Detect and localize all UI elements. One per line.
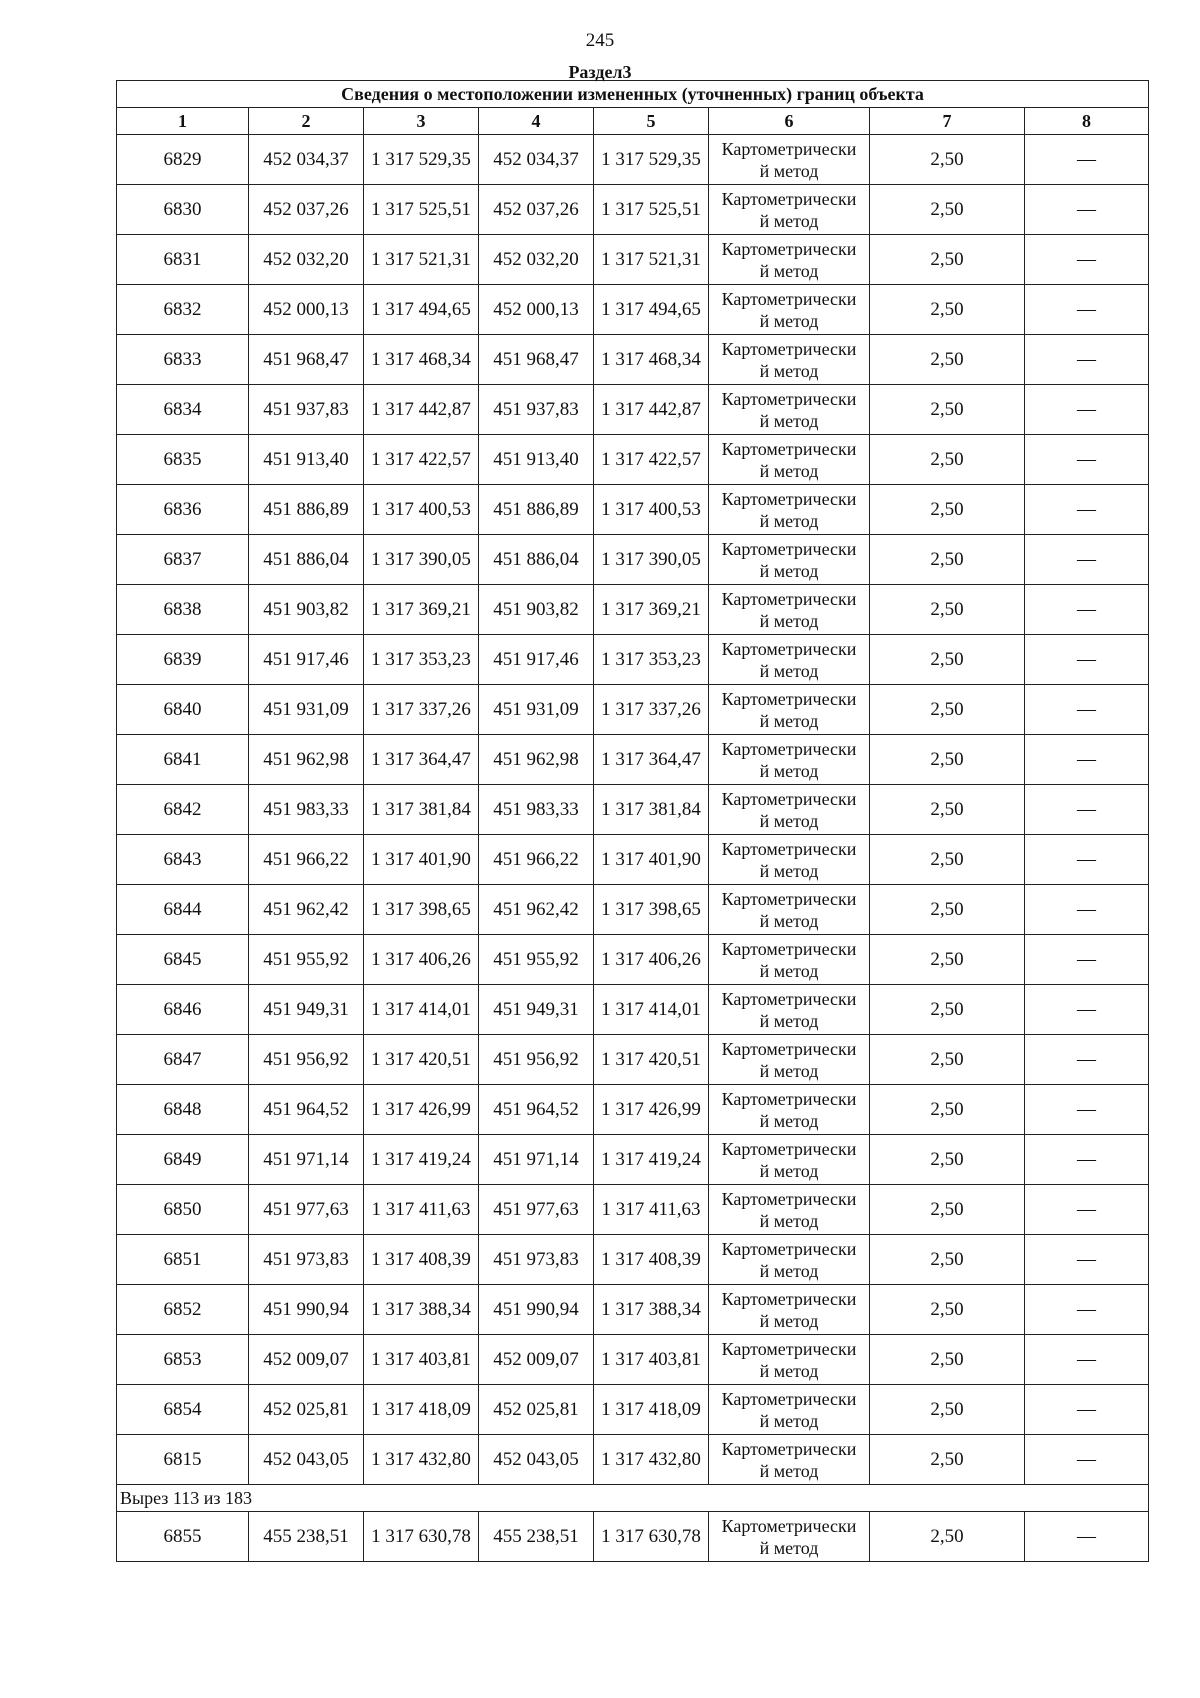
accuracy-cell: 2,50 [870,985,1025,1035]
y-coordinate-new: 1 317 422,57 [594,435,709,485]
point-number: 6836 [117,485,249,535]
y-coordinate-new: 1 317 420,51 [594,1035,709,1085]
y-coordinate-old: 1 317 630,78 [364,1512,479,1562]
x-coordinate-new: 451 990,94 [479,1285,594,1335]
method-cell: Картометрически й метод [709,435,870,485]
accuracy-cell: 2,50 [870,535,1025,585]
x-coordinate-new: 451 949,31 [479,985,594,1035]
page-number: 245 [585,30,615,51]
table-row [117,235,1149,285]
method-cell: Картометрически й метод [709,385,870,435]
x-coordinate-new: 455 238,51 [479,1512,594,1562]
note-cell: — [1025,185,1149,235]
note-cell: — [1025,985,1149,1035]
point-number: 6831 [117,235,249,285]
y-coordinate-new: 1 317 353,23 [594,635,709,685]
table-row [117,885,1149,935]
accuracy-cell: 2,50 [870,385,1025,435]
y-coordinate-new: 1 317 406,26 [594,935,709,985]
accuracy-cell: 2,50 [870,235,1025,285]
column-number: 8 [1025,108,1149,135]
note-cell: — [1025,1185,1149,1235]
y-coordinate-old: 1 317 388,34 [364,1285,479,1335]
table-row [117,1285,1149,1335]
point-number: 6838 [117,585,249,635]
method-cell: Картометрически й метод [709,1185,870,1235]
method-cell: Картометрически й метод [709,1335,870,1385]
table-row [117,1435,1149,1485]
point-number: 6835 [117,435,249,485]
point-number: 6833 [117,335,249,385]
point-number: 6844 [117,885,249,935]
note-cell: — [1025,1235,1149,1285]
column-number: 1 [117,108,249,135]
column-number: 7 [870,108,1025,135]
point-number: 6841 [117,735,249,785]
x-coordinate-old: 451 966,22 [249,835,364,885]
table-row [117,1335,1149,1385]
point-number: 6851 [117,1235,249,1285]
y-coordinate-new: 1 317 401,90 [594,835,709,885]
method-cell: Картометрически й метод [709,1035,870,1085]
x-coordinate-new: 451 903,82 [479,585,594,635]
x-coordinate-old: 451 962,98 [249,735,364,785]
table-heading-row [117,81,1149,108]
y-coordinate-old: 1 317 418,09 [364,1385,479,1435]
y-coordinate-old: 1 317 411,63 [364,1185,479,1235]
note-cell: — [1025,1435,1149,1485]
y-coordinate-new: 1 317 381,84 [594,785,709,835]
method-cell: Картометрически й метод [709,835,870,885]
accuracy-cell: 2,50 [870,635,1025,685]
method-cell: Картометрически й метод [709,885,870,935]
x-coordinate-old: 451 964,52 [249,1085,364,1135]
accuracy-cell: 2,50 [870,1135,1025,1185]
note-cell: — [1025,585,1149,635]
x-coordinate-old: 451 886,04 [249,535,364,585]
method-cell: Картометрически й метод [709,285,870,335]
table-row [117,1185,1149,1235]
y-coordinate-new: 1 317 521,31 [594,235,709,285]
x-coordinate-new: 451 971,14 [479,1135,594,1185]
point-number: 6840 [117,685,249,735]
method-cell: Картометрически й метод [709,635,870,685]
y-coordinate-old: 1 317 525,51 [364,185,479,235]
note-cell: — [1025,835,1149,885]
table-row [117,535,1149,585]
table-row [117,685,1149,735]
x-coordinate-new: 451 886,89 [479,485,594,535]
accuracy-cell: 2,50 [870,1385,1025,1435]
x-coordinate-old: 455 238,51 [249,1512,364,1562]
x-coordinate-new: 451 955,92 [479,935,594,985]
x-coordinate-old: 452 000,13 [249,285,364,335]
accuracy-cell: 2,50 [870,935,1025,985]
cut-row [117,1485,1149,1512]
x-coordinate-new: 451 962,42 [479,885,594,935]
x-coordinate-old: 451 917,46 [249,635,364,685]
method-cell: Картометрически й метод [709,485,870,535]
column-number: 4 [479,108,594,135]
y-coordinate-old: 1 317 398,65 [364,885,479,935]
table-row [117,135,1149,185]
accuracy-cell: 2,50 [870,1512,1025,1562]
table-row [117,835,1149,885]
x-coordinate-old: 452 025,81 [249,1385,364,1435]
note-cell: — [1025,485,1149,535]
note-cell: — [1025,635,1149,685]
y-coordinate-new: 1 317 369,21 [594,585,709,635]
x-coordinate-new: 452 025,81 [479,1385,594,1435]
y-coordinate-old: 1 317 337,26 [364,685,479,735]
y-coordinate-old: 1 317 521,31 [364,235,479,285]
accuracy-cell: 2,50 [870,1035,1025,1085]
x-coordinate-old: 451 949,31 [249,985,364,1035]
table-row [117,1035,1149,1085]
point-number: 6837 [117,535,249,585]
note-cell: — [1025,135,1149,185]
x-coordinate-old: 452 032,20 [249,235,364,285]
x-coordinate-new: 451 931,09 [479,685,594,735]
x-coordinate-new: 451 966,22 [479,835,594,885]
note-cell: — [1025,785,1149,835]
accuracy-cell: 2,50 [870,1285,1025,1335]
table-row [117,485,1149,535]
accuracy-cell: 2,50 [870,135,1025,185]
point-number: 6842 [117,785,249,835]
y-coordinate-new: 1 317 400,53 [594,485,709,535]
x-coordinate-new: 451 886,04 [479,535,594,585]
table-row [117,335,1149,385]
table-row [117,935,1149,985]
y-coordinate-old: 1 317 419,24 [364,1135,479,1185]
method-cell: Картометрически й метод [709,1435,870,1485]
point-number: 6847 [117,1035,249,1085]
x-coordinate-new: 451 973,83 [479,1235,594,1285]
column-number: 5 [594,108,709,135]
x-coordinate-new: 452 032,20 [479,235,594,285]
x-coordinate-old: 451 937,83 [249,385,364,435]
y-coordinate-new: 1 317 432,80 [594,1435,709,1485]
table-heading: Сведения о местоположении измененных (уточненных) границ объекта [117,81,1149,108]
note-cell: — [1025,385,1149,435]
method-cell: Картометрически й метод [709,1285,870,1335]
x-coordinate-old: 451 977,63 [249,1185,364,1235]
point-number: 6846 [117,985,249,1035]
y-coordinate-old: 1 317 442,87 [364,385,479,435]
method-cell: Картометрически й метод [709,235,870,285]
x-coordinate-old: 451 990,94 [249,1285,364,1335]
x-coordinate-new: 451 917,46 [479,635,594,685]
table-row [117,985,1149,1035]
y-coordinate-old: 1 317 403,81 [364,1335,479,1385]
y-coordinate-old: 1 317 426,99 [364,1085,479,1135]
point-number: 6843 [117,835,249,885]
section-title: Раздел3 [568,62,632,82]
column-number: 3 [364,108,479,135]
table-row [117,185,1149,235]
y-coordinate-new: 1 317 418,09 [594,1385,709,1435]
x-coordinate-old: 452 043,05 [249,1435,364,1485]
x-coordinate-new: 451 956,92 [479,1035,594,1085]
method-cell: Картометрически й метод [709,685,870,735]
x-coordinate-old: 452 034,37 [249,135,364,185]
coordinates-table [116,80,1149,1562]
note-cell: — [1025,885,1149,935]
note-cell: — [1025,1512,1149,1562]
y-coordinate-new: 1 317 388,34 [594,1285,709,1335]
method-cell: Картометрически й метод [709,185,870,235]
y-coordinate-new: 1 317 390,05 [594,535,709,585]
point-number: 6848 [117,1085,249,1135]
point-number: 6850 [117,1185,249,1235]
y-coordinate-new: 1 317 630,78 [594,1512,709,1562]
y-coordinate-new: 1 317 337,26 [594,685,709,735]
accuracy-cell: 2,50 [870,785,1025,835]
point-number: 6839 [117,635,249,685]
x-coordinate-new: 451 977,63 [479,1185,594,1235]
table-row [117,635,1149,685]
table-row [117,1135,1149,1185]
y-coordinate-old: 1 317 401,90 [364,835,479,885]
accuracy-cell: 2,50 [870,685,1025,735]
y-coordinate-new: 1 317 419,24 [594,1135,709,1185]
note-cell: — [1025,235,1149,285]
y-coordinate-old: 1 317 353,23 [364,635,479,685]
table-row [117,385,1149,435]
y-coordinate-old: 1 317 414,01 [364,985,479,1035]
accuracy-cell: 2,50 [870,335,1025,385]
x-coordinate-old: 451 971,14 [249,1135,364,1185]
point-number: 6815 [117,1435,249,1485]
accuracy-cell: 2,50 [870,885,1025,935]
x-coordinate-new: 451 968,47 [479,335,594,385]
note-cell: — [1025,1085,1149,1135]
x-coordinate-old: 451 886,89 [249,485,364,535]
x-coordinate-old: 451 903,82 [249,585,364,635]
table-row [117,1085,1149,1135]
y-coordinate-old: 1 317 369,21 [364,585,479,635]
y-coordinate-old: 1 317 432,80 [364,1435,479,1485]
point-number: 6834 [117,385,249,435]
note-cell: — [1025,535,1149,585]
x-coordinate-new: 452 009,07 [479,1335,594,1385]
x-coordinate-old: 451 956,92 [249,1035,364,1085]
table-row [117,285,1149,335]
x-coordinate-new: 452 034,37 [479,135,594,185]
note-cell: — [1025,1285,1149,1335]
y-coordinate-new: 1 317 398,65 [594,885,709,935]
table-row [117,1235,1149,1285]
y-coordinate-new: 1 317 411,63 [594,1185,709,1235]
method-cell: Картометрически й метод [709,935,870,985]
y-coordinate-old: 1 317 422,57 [364,435,479,485]
accuracy-cell: 2,50 [870,835,1025,885]
method-cell: Картометрически й метод [709,1512,870,1562]
y-coordinate-old: 1 317 494,65 [364,285,479,335]
accuracy-cell: 2,50 [870,585,1025,635]
y-coordinate-old: 1 317 468,34 [364,335,479,385]
x-coordinate-new: 451 913,40 [479,435,594,485]
accuracy-cell: 2,50 [870,435,1025,485]
point-number: 6855 [117,1512,249,1562]
x-coordinate-old: 451 955,92 [249,935,364,985]
point-number: 6832 [117,285,249,335]
y-coordinate-new: 1 317 525,51 [594,185,709,235]
method-cell: Картометрически й метод [709,335,870,385]
note-cell: — [1025,1135,1149,1185]
accuracy-cell: 2,50 [870,1435,1025,1485]
accuracy-cell: 2,50 [870,1185,1025,1235]
y-coordinate-new: 1 317 494,65 [594,285,709,335]
table-row [117,785,1149,835]
point-number: 6845 [117,935,249,985]
point-number: 6853 [117,1335,249,1385]
note-cell: — [1025,435,1149,485]
point-number: 6830 [117,185,249,235]
accuracy-cell: 2,50 [870,1335,1025,1385]
method-cell: Картометрически й метод [709,785,870,835]
note-cell: — [1025,735,1149,785]
y-coordinate-new: 1 317 403,81 [594,1335,709,1385]
y-coordinate-new: 1 317 414,01 [594,985,709,1035]
note-cell: — [1025,935,1149,985]
point-number: 6829 [117,135,249,185]
y-coordinate-new: 1 317 426,99 [594,1085,709,1135]
point-number: 6849 [117,1135,249,1185]
y-coordinate-old: 1 317 400,53 [364,485,479,535]
y-coordinate-old: 1 317 381,84 [364,785,479,835]
accuracy-cell: 2,50 [870,285,1025,335]
y-coordinate-new: 1 317 408,39 [594,1235,709,1285]
y-coordinate-new: 1 317 468,34 [594,335,709,385]
point-number: 6852 [117,1285,249,1335]
table-row [117,1385,1149,1435]
method-cell: Картометрически й метод [709,1385,870,1435]
note-cell: — [1025,685,1149,735]
cut-label: Вырез 113 из 183 [117,1485,1149,1512]
x-coordinate-new: 451 962,98 [479,735,594,785]
table-row [117,735,1149,785]
note-cell: — [1025,285,1149,335]
x-coordinate-old: 451 913,40 [249,435,364,485]
x-coordinate-old: 451 931,09 [249,685,364,735]
column-number: 6 [709,108,870,135]
method-cell: Картометрически й метод [709,135,870,185]
method-cell: Картометрически й метод [709,1135,870,1185]
x-coordinate-new: 452 000,13 [479,285,594,335]
note-cell: — [1025,1335,1149,1385]
method-cell: Картометрически й метод [709,1085,870,1135]
table-row [117,435,1149,485]
method-cell: Картометрически й метод [709,1235,870,1285]
note-cell: — [1025,1035,1149,1085]
x-coordinate-new: 451 964,52 [479,1085,594,1135]
method-cell: Картометрически й метод [709,535,870,585]
x-coordinate-old: 451 983,33 [249,785,364,835]
method-cell: Картометрически й метод [709,585,870,635]
x-coordinate-new: 452 037,26 [479,185,594,235]
accuracy-cell: 2,50 [870,1085,1025,1135]
accuracy-cell: 2,50 [870,735,1025,785]
x-coordinate-old: 452 009,07 [249,1335,364,1385]
x-coordinate-new: 452 043,05 [479,1435,594,1485]
y-coordinate-new: 1 317 529,35 [594,135,709,185]
x-coordinate-old: 452 037,26 [249,185,364,235]
column-numbers-row [117,108,1149,135]
note-cell: — [1025,335,1149,385]
column-number: 2 [249,108,364,135]
accuracy-cell: 2,50 [870,185,1025,235]
y-coordinate-new: 1 317 364,47 [594,735,709,785]
x-coordinate-old: 451 973,83 [249,1235,364,1285]
y-coordinate-old: 1 317 390,05 [364,535,479,585]
y-coordinate-old: 1 317 529,35 [364,135,479,185]
accuracy-cell: 2,50 [870,485,1025,535]
table-row [117,585,1149,635]
method-cell: Картометрически й метод [709,735,870,785]
y-coordinate-old: 1 317 406,26 [364,935,479,985]
x-coordinate-old: 451 962,42 [249,885,364,935]
accuracy-cell: 2,50 [870,1235,1025,1285]
x-coordinate-new: 451 983,33 [479,785,594,835]
point-number: 6854 [117,1385,249,1435]
y-coordinate-old: 1 317 408,39 [364,1235,479,1285]
note-cell: — [1025,1385,1149,1435]
method-cell: Картометрически й метод [709,985,870,1035]
x-coordinate-new: 451 937,83 [479,385,594,435]
y-coordinate-old: 1 317 420,51 [364,1035,479,1085]
table-row [117,1512,1149,1562]
y-coordinate-new: 1 317 442,87 [594,385,709,435]
y-coordinate-old: 1 317 364,47 [364,735,479,785]
x-coordinate-old: 451 968,47 [249,335,364,385]
